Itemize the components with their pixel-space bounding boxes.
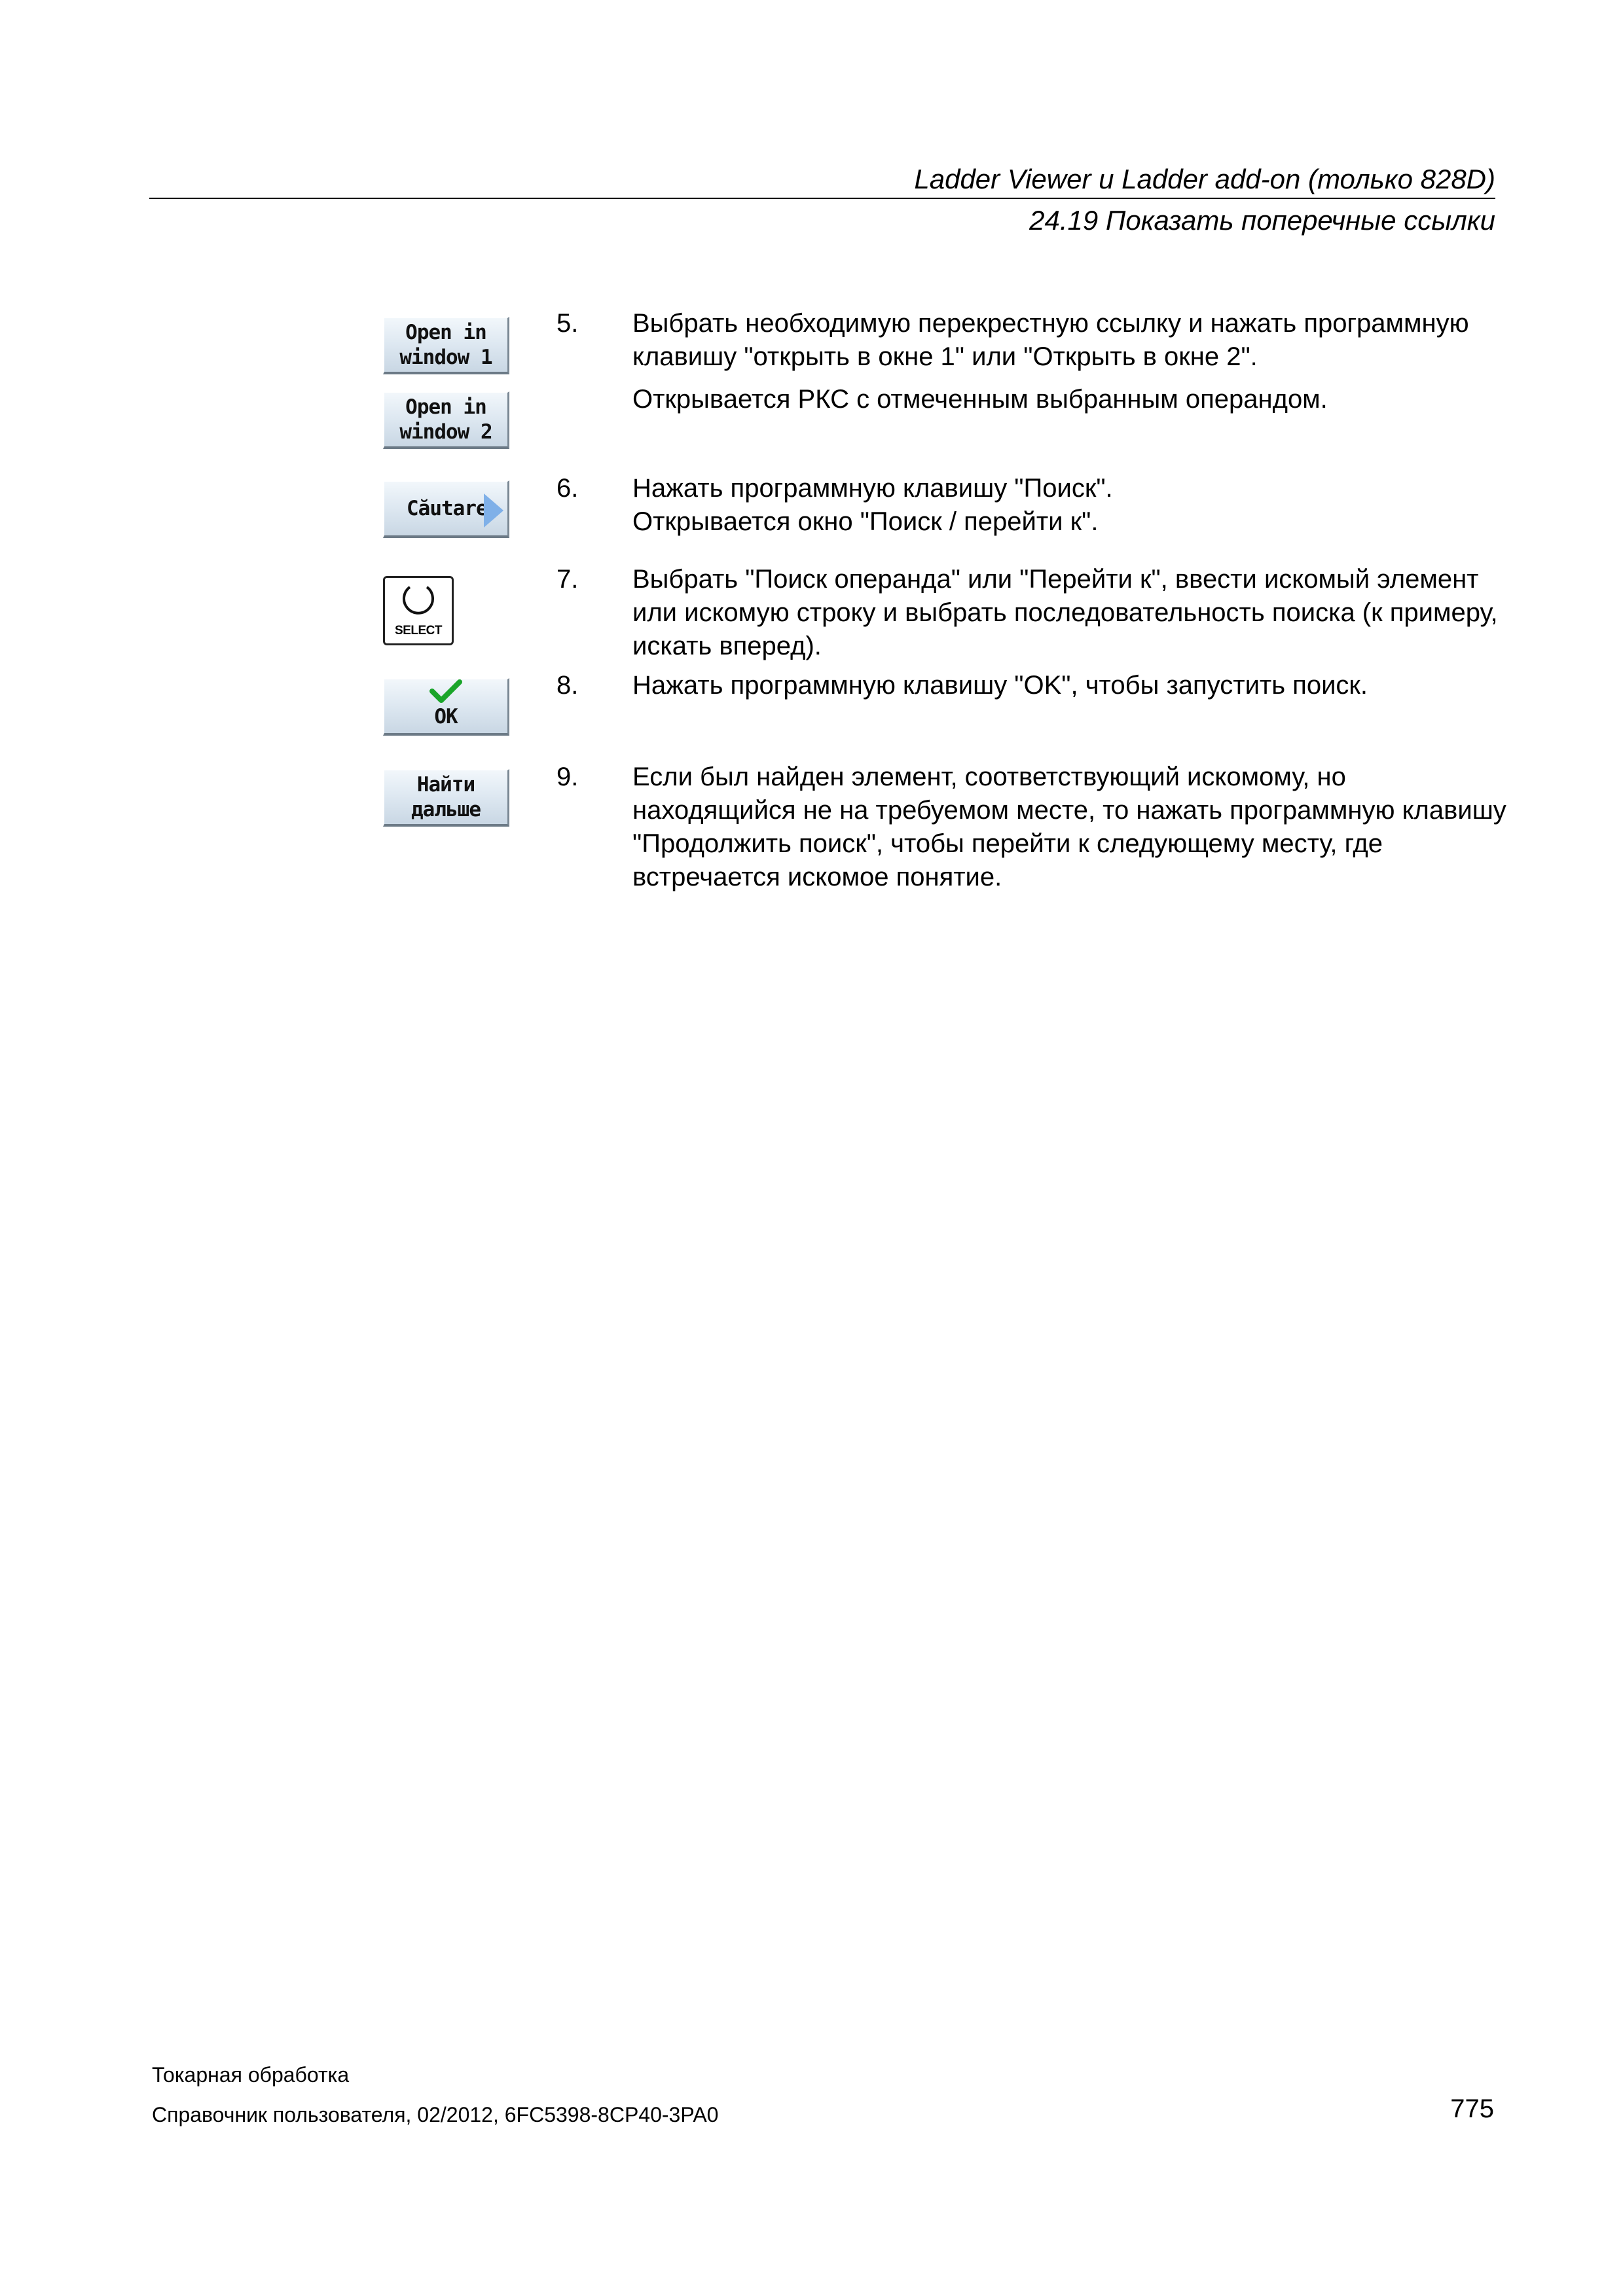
- open-in-window-1-softkey[interactable]: [383, 317, 509, 374]
- step-paragraph: Открывается окно "Поиск / перейти к".: [632, 507, 1099, 536]
- step-text: [632, 472, 1510, 539]
- checkmark-icon: [428, 679, 464, 704]
- step-paragraph: Нажать программную клавишу "OK", чтобы запустить поиск.: [632, 671, 1368, 700]
- step-number: 5.: [556, 309, 579, 338]
- find-next-softkey[interactable]: [383, 769, 509, 827]
- softkey-label-line-1: Open in: [405, 321, 486, 344]
- chapter-title: Ladder Viewer и Ladder add-on (только 828D): [914, 164, 1495, 194]
- step-text: [632, 307, 1510, 416]
- step-text: [632, 761, 1510, 894]
- header-divider: [149, 198, 1495, 199]
- arrow-right-icon: [484, 493, 503, 528]
- step-text: [632, 563, 1510, 663]
- footer-title: Токарная обработка: [152, 2063, 350, 2087]
- step-number: 6.: [556, 474, 579, 503]
- softkey-label-line-2: дальше: [411, 798, 481, 821]
- ok-softkey[interactable]: [383, 678, 509, 736]
- open-in-window-2-softkey[interactable]: [383, 391, 509, 449]
- softkey-label-line-2: window 2: [399, 420, 492, 444]
- footer-reference: Справочник пользователя, 02/2012, 6FC5398-8CP40-3PA0: [152, 2103, 719, 2126]
- step-number: 8.: [556, 671, 579, 700]
- search-softkey[interactable]: [383, 480, 509, 538]
- softkey-label: OK: [434, 705, 458, 728]
- step-number: 9.: [556, 762, 579, 791]
- step-number: 7.: [556, 565, 579, 594]
- softkey-label-line-1: Open in: [405, 395, 486, 419]
- step-text: [632, 669, 1510, 702]
- step-paragraph: Выбрать необходимую перекрестную ссылку и нажать программную клавишу "открыть в окне 1" или "Открыть в окне 2".: [632, 309, 1469, 371]
- select-key[interactable]: [383, 576, 454, 645]
- softkey-label-line-1: Найти: [416, 773, 475, 797]
- step-paragraph: Нажать программную клавишу "Поиск".: [632, 474, 1113, 503]
- step-paragraph: Открывается РКС с отмеченным выбранным операндом.: [632, 385, 1328, 414]
- select-key-label: SELECT: [395, 624, 442, 637]
- step-paragraph: Если был найден элемент, соответствующий искомому, но находящийся не на требуемом месте, то нажать программную клавишу "Продолжить поиск", чтобы перейти к следующему месту, где встречается искомое понятие.: [632, 762, 1506, 891]
- step-paragraph: Выбрать "Поиск операнда" или "Перейти к", ввести искомый элемент или искомую строку и выбрать последовательность поиска (к примеру, искать вперед).: [632, 565, 1498, 660]
- section-title: 24.19 Показать поперечные ссылки: [1029, 205, 1495, 236]
- softkey-label: Căutare: [407, 497, 488, 520]
- page-number: 775: [1450, 2094, 1494, 2123]
- softkey-label-line-2: window 1: [399, 346, 492, 369]
